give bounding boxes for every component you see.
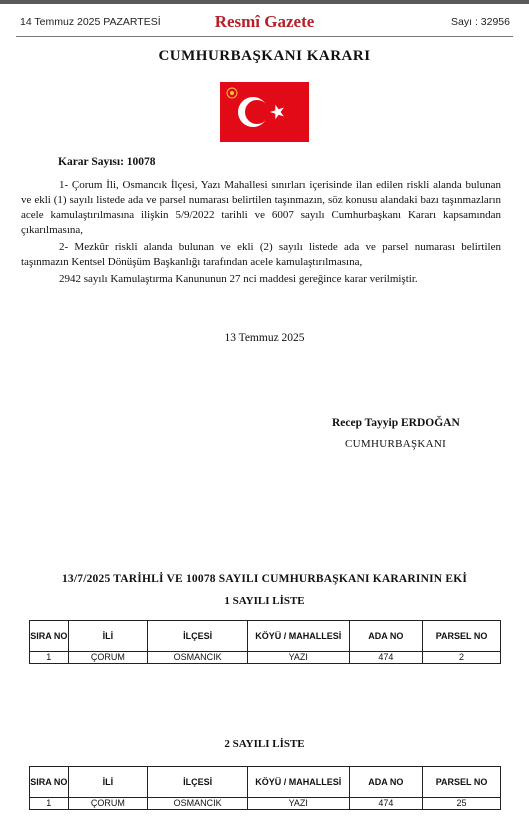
col-parsel-no: PARSEL NO (423, 621, 501, 652)
decree-title: CUMHURBAŞKANI KARARI (158, 48, 371, 64)
table-row (30, 798, 501, 810)
gazette-header (0, 12, 529, 34)
cell-koyu-mahallesi: YAZI (247, 798, 349, 810)
list-1-table (29, 620, 501, 664)
table-row (30, 652, 501, 664)
col-koyu-mahallesi: KÖYÜ / MAHALLESİ (247, 767, 349, 798)
col-ilcesi: İLÇESİ (148, 767, 248, 798)
cell-ili: ÇORUM (68, 652, 148, 664)
col-ada-no: ADA NO (349, 767, 423, 798)
cell-sira-no: 1 (30, 652, 69, 664)
decree-body (21, 178, 501, 289)
col-ilcesi: İLÇESİ (148, 621, 248, 652)
cell-ilcesi: OSMANCIK (148, 798, 248, 810)
signatory-name: Recep Tayyip ERDOĞAN (332, 417, 460, 429)
cell-parsel-no: 2 (423, 652, 501, 664)
gazette-name: Resmî Gazete (214, 12, 315, 31)
col-parsel-no: PARSEL NO (423, 767, 501, 798)
annex-title: 13/7/2025 TARİHLİ VE 10078 SAYILI CUMHURBAŞKANI KARARININ EKİ (61, 573, 468, 585)
paragraph-2: 2- Mezkûr riskli alanda bulunan ve ekli (2) sayılı listede ada ve parsel numarası belirtilen taşınmazın Kentsel Dönüşüm Başkanlığı tarafından acele kamulaştırılmasına, (21, 241, 501, 268)
cell-ilcesi: OSMANCIK (148, 652, 248, 664)
top-bar (0, 0, 529, 4)
issue-date: 14 Temmuz 2025 PAZARTESİ (20, 16, 161, 28)
cell-ili: ÇORUM (68, 798, 148, 810)
decree-date: 13 Temmuz 2025 (224, 332, 305, 344)
list-2-title: 2 SAYILI LİSTE (224, 738, 305, 750)
cell-koyu-mahallesi: YAZI (247, 652, 349, 664)
col-ili: İLİ (68, 621, 148, 652)
decision-number: Karar Sayısı: 10078 (58, 156, 156, 168)
cell-ada-no: 474 (349, 652, 423, 664)
col-sira-no: SIRA NO (30, 621, 69, 652)
header-divider (16, 36, 513, 37)
col-ili: İLİ (68, 767, 148, 798)
col-ada-no: ADA NO (349, 621, 423, 652)
paragraph-1: 1- Çorum İli, Osmancık İlçesi, Yazı Mahallesi sınırları içerisinde ilan edilen riskli alanda bulunan ve ekli (1) sayılı listede ada ve parsel numarası belirtilen taşınmazın, söz konusu alandaki bazı taşınmazların acele kamulaştırılmasına ilişkin 5/9/2022 tarihli ve 6007 sayılı Cumhurbaşkanı Kararı kapsamından çıkarılmasına, (21, 179, 501, 236)
turkish-flag-icon (220, 82, 309, 142)
list-2-table (29, 766, 501, 810)
cell-ada-no: 474 (349, 798, 423, 810)
list-1-title: 1 SAYILI LİSTE (224, 595, 305, 607)
paragraph-3: 2942 sayılı Kamulaştırma Kanununun 27 nci maddesi gereğince karar verilmiştir. (59, 273, 418, 285)
table-header-row (30, 767, 501, 798)
col-koyu-mahallesi: KÖYÜ / MAHALLESİ (247, 621, 349, 652)
cell-parsel-no: 25 (423, 798, 501, 810)
table-header-row (30, 621, 501, 652)
cell-sira-no: 1 (30, 798, 69, 810)
col-sira-no: SIRA NO (30, 767, 69, 798)
issue-number: Sayı : 32956 (451, 16, 510, 28)
signatory-title: CUMHURBAŞKANI (345, 438, 447, 450)
